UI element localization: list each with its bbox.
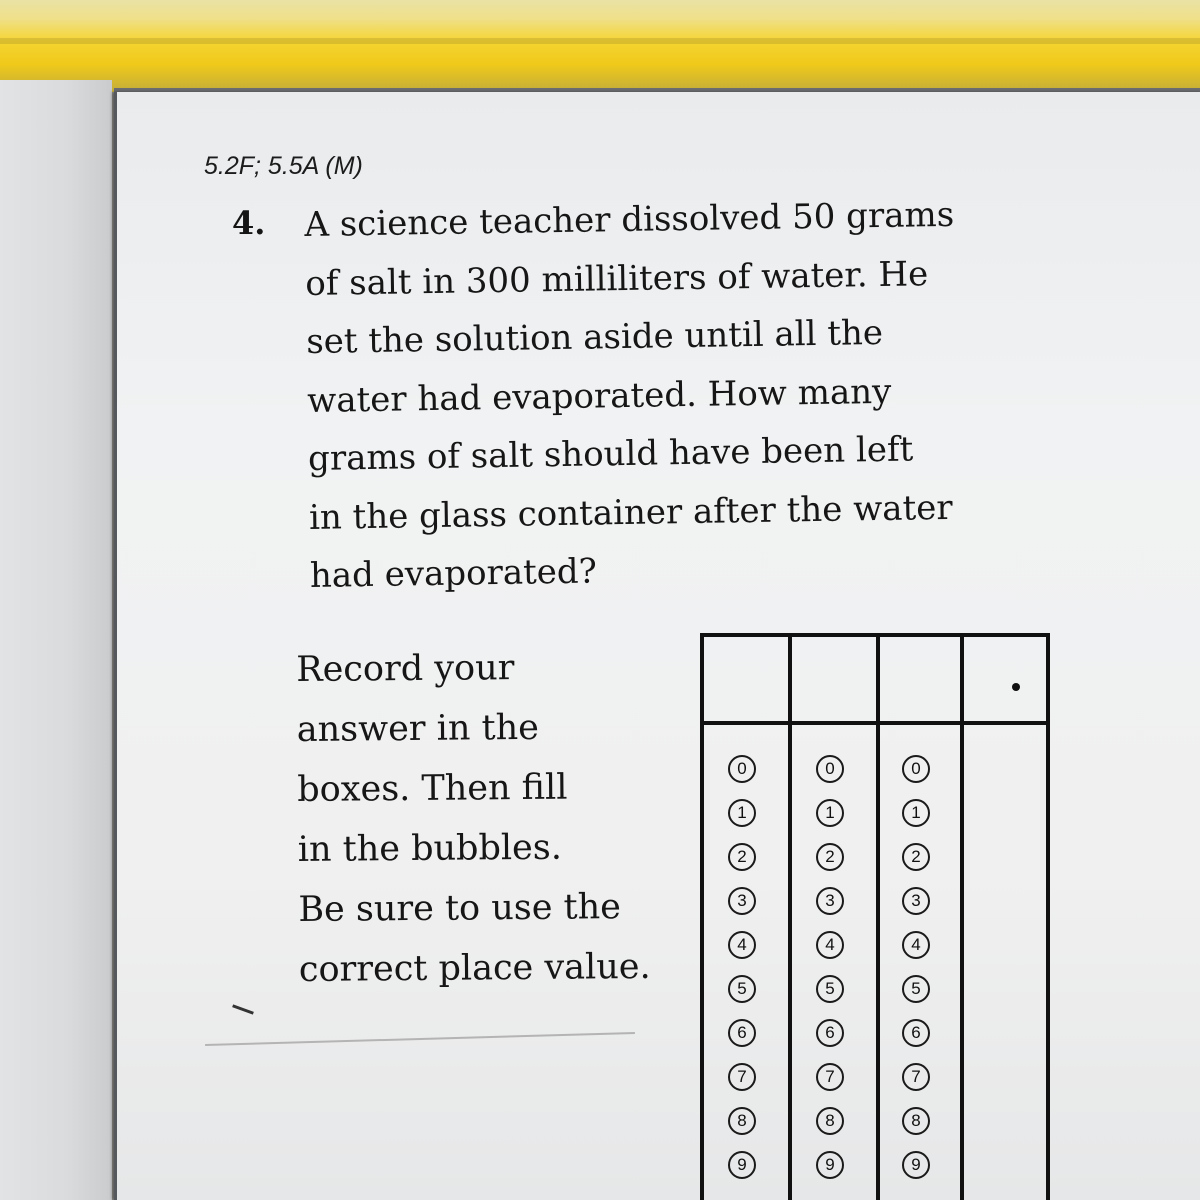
grid-divider <box>960 637 964 1200</box>
left-page-edge <box>0 80 112 1200</box>
answer-box-tens[interactable] <box>704 637 788 725</box>
instruction-line: correct place value. <box>298 946 651 990</box>
digit-bubble[interactable]: 6 <box>728 1019 756 1047</box>
digit-bubble[interactable]: 4 <box>902 931 930 959</box>
digit-bubble[interactable]: 9 <box>728 1151 756 1179</box>
question-line: grams of salt should have been left <box>307 429 914 479</box>
digit-bubble[interactable]: 2 <box>902 843 930 871</box>
question-line: water had evaporated. How many <box>306 371 892 421</box>
answer-box-tenths[interactable] <box>880 637 964 725</box>
digit-bubble[interactable]: 5 <box>728 975 756 1003</box>
digit-bubble[interactable]: 0 <box>902 755 930 783</box>
instruction-line: answer in the <box>296 707 540 750</box>
digit-bubble[interactable]: 3 <box>728 887 756 915</box>
digit-bubble[interactable]: 1 <box>902 799 930 827</box>
answer-box-decimal <box>968 637 1050 725</box>
digit-bubble[interactable]: 1 <box>816 799 844 827</box>
yellow-divider-tab <box>0 0 1200 92</box>
digit-bubble[interactable]: 5 <box>816 975 844 1003</box>
question-text <box>304 184 1050 605</box>
question-line: had evaporated? <box>309 551 598 596</box>
grid-divider <box>876 637 880 1200</box>
digit-bubble[interactable]: 6 <box>816 1019 844 1047</box>
answer-box-row <box>704 637 1046 725</box>
digit-bubble[interactable]: 9 <box>902 1151 930 1179</box>
digit-bubble[interactable]: 7 <box>816 1063 844 1091</box>
digit-bubble[interactable]: 8 <box>902 1107 930 1135</box>
divider-fold <box>0 38 1200 44</box>
instruction-line: in the bubbles. <box>297 827 563 870</box>
decimal-point <box>1012 683 1020 691</box>
digit-bubble[interactable]: 3 <box>902 887 930 915</box>
instruction-line: Record your <box>296 648 515 690</box>
digit-bubble[interactable]: 1 <box>728 799 756 827</box>
answer-instructions <box>296 637 689 1000</box>
digit-bubble[interactable]: 7 <box>728 1063 756 1091</box>
question-line: set the solution aside until all the <box>305 312 884 362</box>
digit-bubble[interactable]: 2 <box>728 843 756 871</box>
digit-bubble[interactable]: 5 <box>902 975 930 1003</box>
answer-box-ones[interactable] <box>792 637 876 725</box>
standard-code: 5.2F; 5.5A (M) <box>204 152 363 180</box>
digit-bubble[interactable]: 3 <box>816 887 844 915</box>
digit-bubble[interactable]: 6 <box>902 1019 930 1047</box>
digit-bubble[interactable]: 7 <box>902 1063 930 1091</box>
digit-bubble[interactable]: 0 <box>816 755 844 783</box>
digit-bubble[interactable]: 0 <box>728 755 756 783</box>
instruction-line: boxes. Then fill <box>297 767 568 810</box>
digit-bubble[interactable]: 2 <box>816 843 844 871</box>
question-line: A science teacher dissolved 50 grams <box>304 194 955 245</box>
bleed-through-text <box>330 120 340 155</box>
grid-divider <box>788 637 792 1200</box>
digit-bubble[interactable]: 8 <box>816 1107 844 1135</box>
digit-bubble[interactable]: 4 <box>728 931 756 959</box>
answer-grid <box>700 633 1050 1200</box>
instruction-line: Be sure to use the <box>298 887 622 930</box>
question-line: of salt in 300 milliliters of water. He <box>305 253 929 304</box>
digit-bubble[interactable]: 9 <box>816 1151 844 1179</box>
digit-bubble[interactable]: 4 <box>816 931 844 959</box>
question-number: 4. <box>232 204 266 242</box>
digit-bubble[interactable]: 8 <box>728 1107 756 1135</box>
question-line: in the glass container after the water <box>308 487 953 538</box>
